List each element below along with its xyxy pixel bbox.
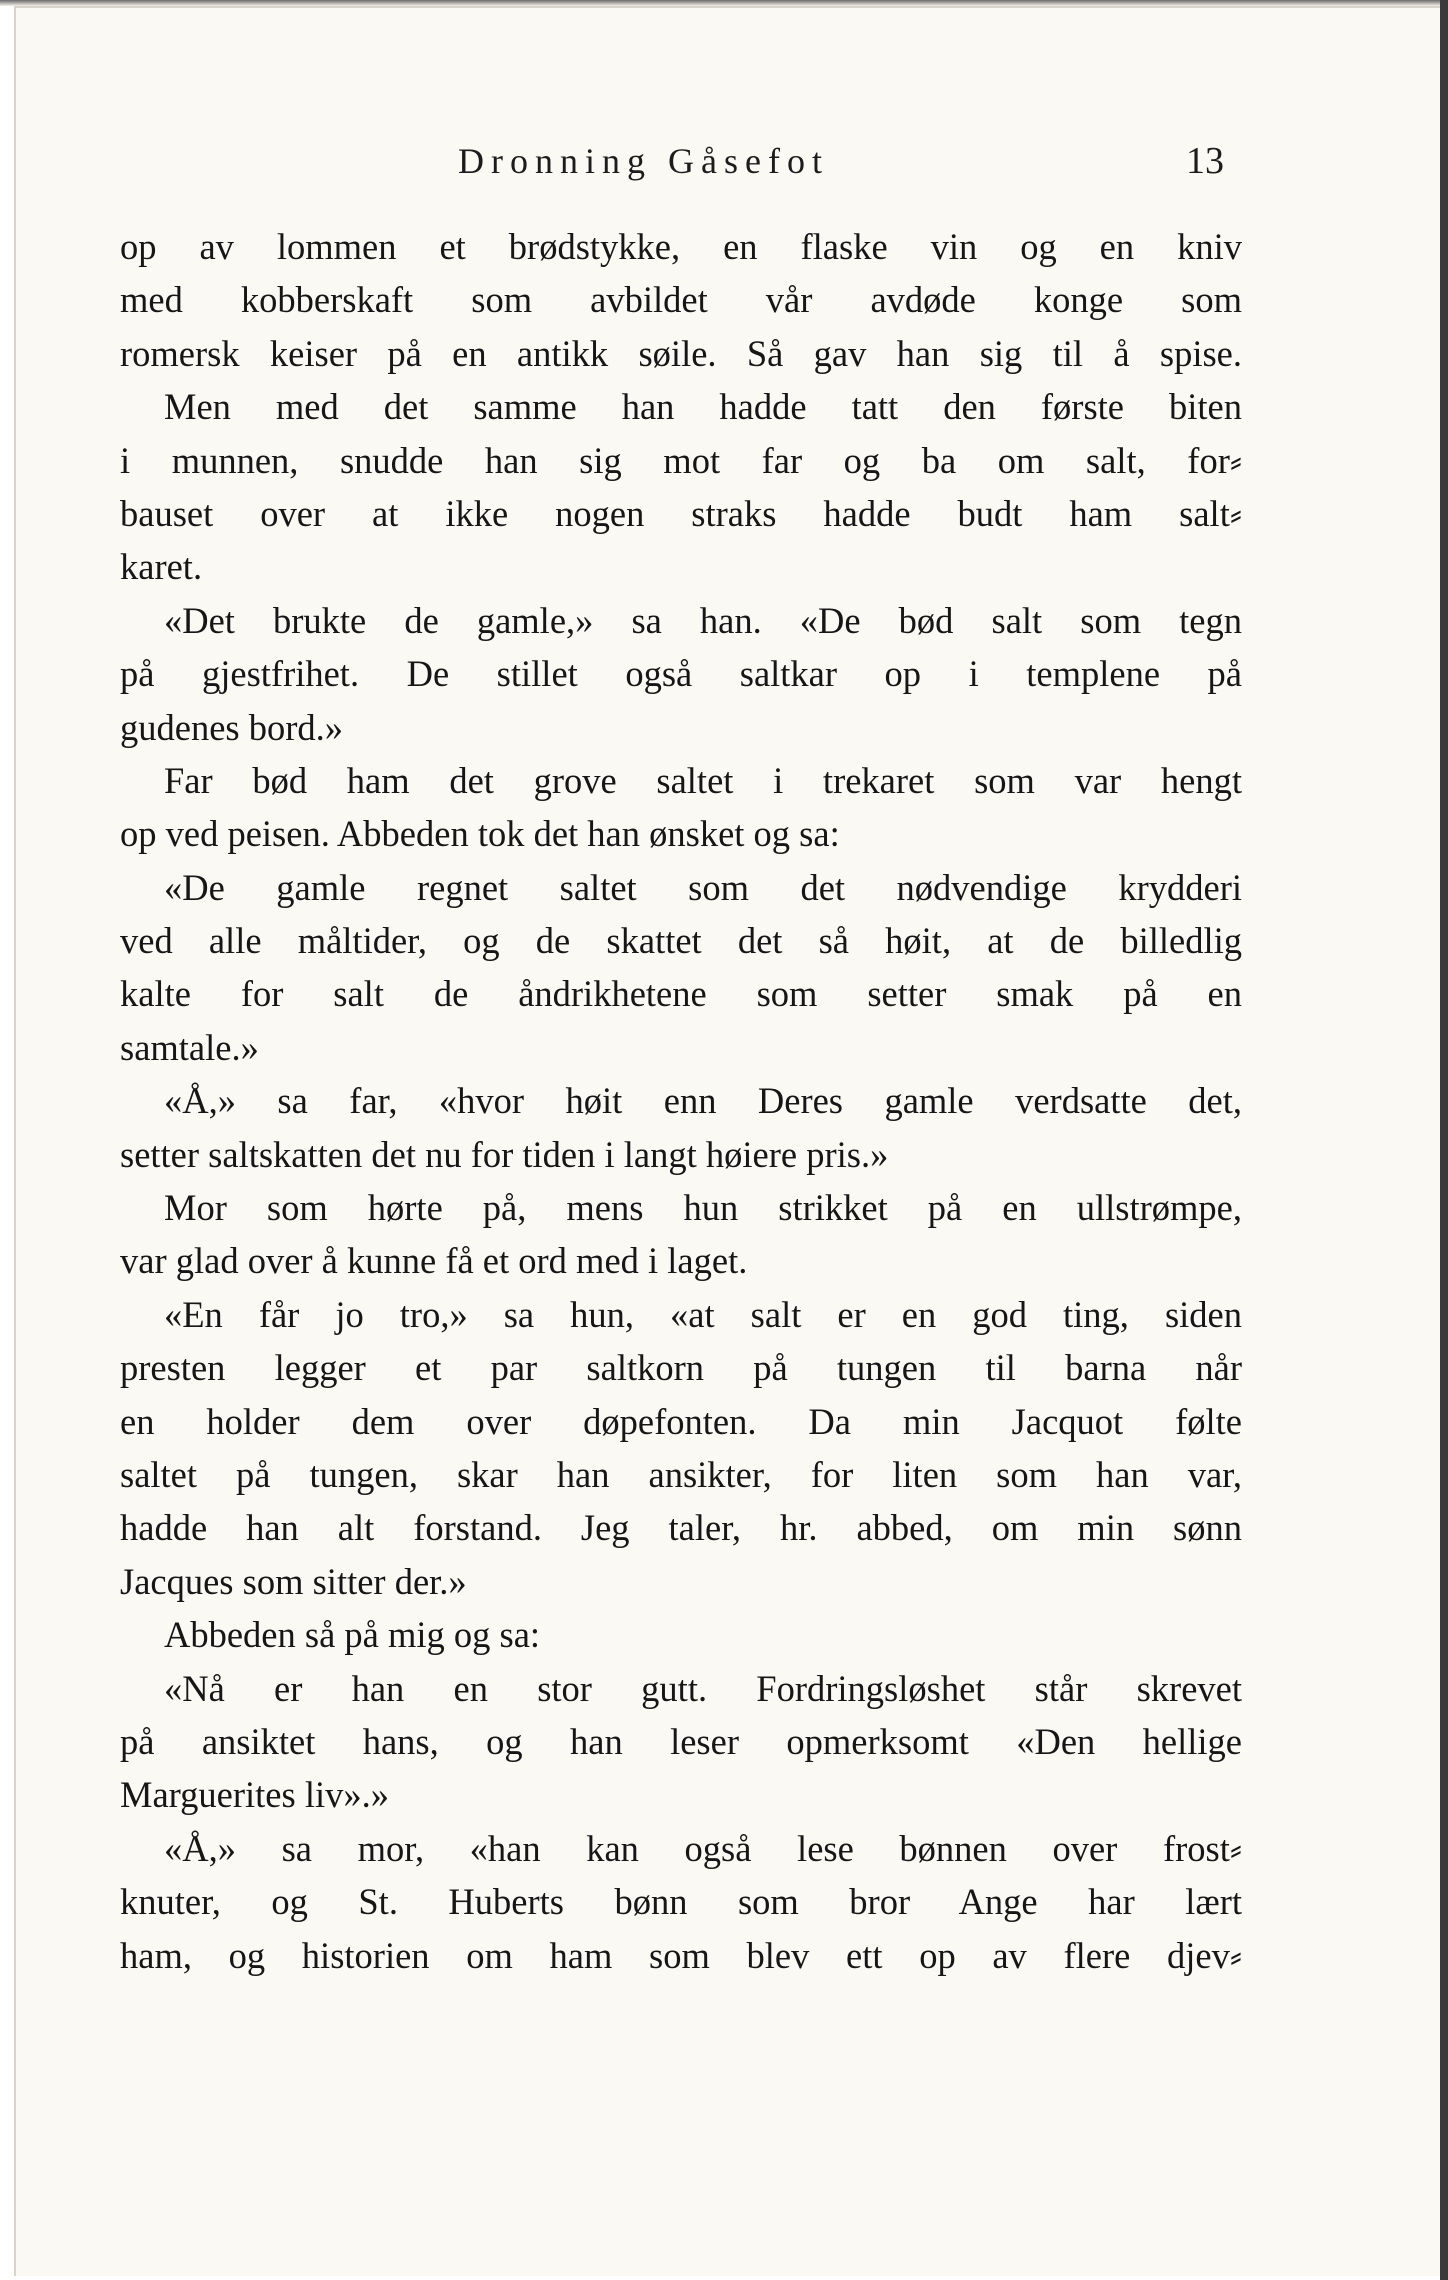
text-line: gudenes bord.» bbox=[120, 706, 344, 748]
text-line: på ansiktet hans, og han leser opmerksomt «Den hellige bbox=[120, 1720, 1242, 1762]
text-line: samtale.» bbox=[120, 1026, 259, 1068]
text-line: Jacques som sitter der.» bbox=[120, 1560, 467, 1602]
text-line: med kobberskaft som avbildet vår avdøde konge som bbox=[120, 279, 1242, 321]
text-line: i munnen, snudde han sig mot far og ba om salt, for⸗ bbox=[120, 439, 1242, 481]
text-line: «De gamle regnet saltet som det nødvendige krydderi bbox=[164, 866, 1242, 908]
text-line: «Å,» sa mor, «han kan også lese bønnen over frost⸗ bbox=[164, 1827, 1242, 1869]
running-header bbox=[0, 136, 1448, 186]
text-line: «Nå er han en stor gutt. Fordringsløshet står skrevet bbox=[164, 1667, 1242, 1709]
running-title: Dronning Gåsefot bbox=[458, 141, 829, 181]
text-line: hadde han alt forstand. Jeg taler, hr. abbed, om min sønn bbox=[120, 1507, 1242, 1549]
text-line: ved alle måltider, og de skattet det så høit, at de billedlig bbox=[120, 920, 1242, 962]
text-line: på gjestfrihet. De stillet også saltkar op i templene på bbox=[120, 653, 1242, 695]
text-line: Abbeden så på mig og sa: bbox=[164, 1614, 541, 1656]
text-line: Far bød ham det grove saltet i trekaret som var hengt bbox=[164, 759, 1242, 801]
text-line: Mor som hørte på, mens hun strikket på en ullstrømpe, bbox=[164, 1187, 1242, 1229]
text-line: «Å,» sa far, «hvor høit enn Deres gamle verdsatte det, bbox=[164, 1080, 1242, 1122]
text-line: var glad over å kunne få et ord med i laget. bbox=[120, 1240, 748, 1282]
text-line: bauset over at ikke nogen straks hadde budt ham salt⸗ bbox=[120, 492, 1242, 534]
text-line: saltet på tungen, skar han ansikter, for liten som han var, bbox=[120, 1453, 1242, 1495]
text-line: ham, og historien om ham som blev ett op av flere djev⸗ bbox=[120, 1934, 1242, 1976]
text-line: Marguerites liv».» bbox=[120, 1774, 389, 1816]
text-line: op av lommen et brødstykke, en flaske vin og en kniv bbox=[120, 226, 1242, 267]
text-line: en holder dem over døpefonten. Da min Jacquot følte bbox=[120, 1400, 1242, 1442]
text-line: «En får jo tro,» sa hun, «at salt er en god ting, siden bbox=[164, 1293, 1242, 1335]
text-line: Men med det samme han hadde tatt den første biten bbox=[164, 386, 1242, 428]
page-number: 13 bbox=[1186, 140, 1224, 182]
text-line: op ved peisen. Abbeden tok det han ønsket og sa: bbox=[120, 813, 840, 855]
page-right-edge bbox=[1440, 0, 1448, 2280]
text-line: presten legger et par saltkorn på tungen til barna når bbox=[120, 1347, 1242, 1389]
text-line: karet. bbox=[120, 546, 203, 588]
text-line: romersk keiser på en antikk søile. Så gav han sig til å spise. bbox=[120, 332, 1242, 374]
text-line: setter saltskatten det nu for tiden i langt høiere pris.» bbox=[120, 1133, 889, 1175]
body-text bbox=[120, 220, 1242, 1982]
text-line: knuter, og St. Huberts bønn som bror Ange har lært bbox=[120, 1881, 1242, 1923]
text-line: «Det brukte de gamle,» sa han. «De bød salt som tegn bbox=[164, 599, 1242, 641]
text-line: kalte for salt de åndrikhetene som setter smak på en bbox=[120, 973, 1242, 1015]
